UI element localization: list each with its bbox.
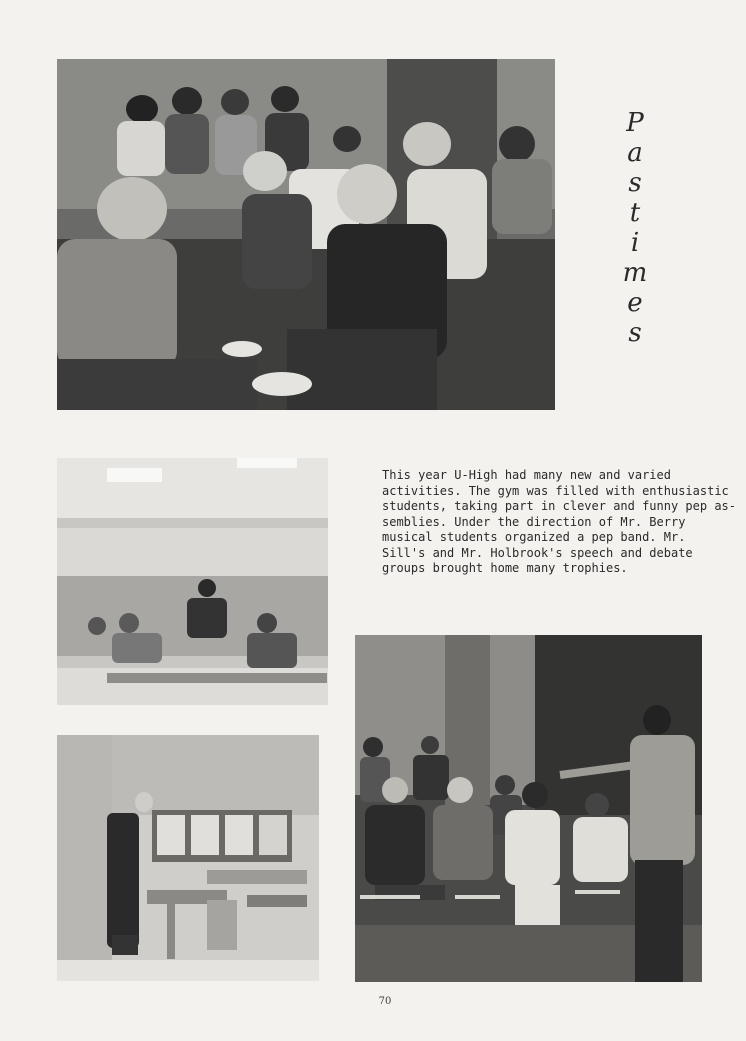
- title-letter: s: [628, 318, 642, 348]
- title-letter: i: [630, 228, 640, 258]
- body-line: Sill's and Mr. Holbrook's speech and debate: [382, 545, 693, 560]
- body-line: activities. The gym was filled with enthusiastic: [382, 483, 729, 498]
- title-letter: P: [626, 108, 644, 138]
- article-body-text: [382, 468, 737, 577]
- title-letter: a: [627, 138, 643, 168]
- body-line: groups brought home many trophies.: [382, 561, 628, 575]
- photo-classroom: [57, 458, 328, 705]
- title-letter: t: [629, 198, 641, 228]
- title-letter: e: [627, 288, 643, 318]
- photo-students-gym-floor: [57, 59, 555, 410]
- page-title-vertical: [612, 108, 658, 348]
- body-line: students, taking part in clever and funny pep as-: [382, 499, 737, 513]
- title-letter: s: [628, 168, 642, 198]
- body-line: musical students organized a pep band. Mr.: [382, 530, 686, 544]
- title-letter: m: [622, 258, 648, 288]
- photo-pep-band: [355, 635, 702, 982]
- photo-art-room-teacher: [57, 735, 319, 981]
- body-line: semblies. Under the direction of Mr. Berry: [382, 514, 686, 529]
- body-line: This year U-High had many new and varied: [382, 468, 671, 482]
- page-number: 70: [378, 996, 392, 1007]
